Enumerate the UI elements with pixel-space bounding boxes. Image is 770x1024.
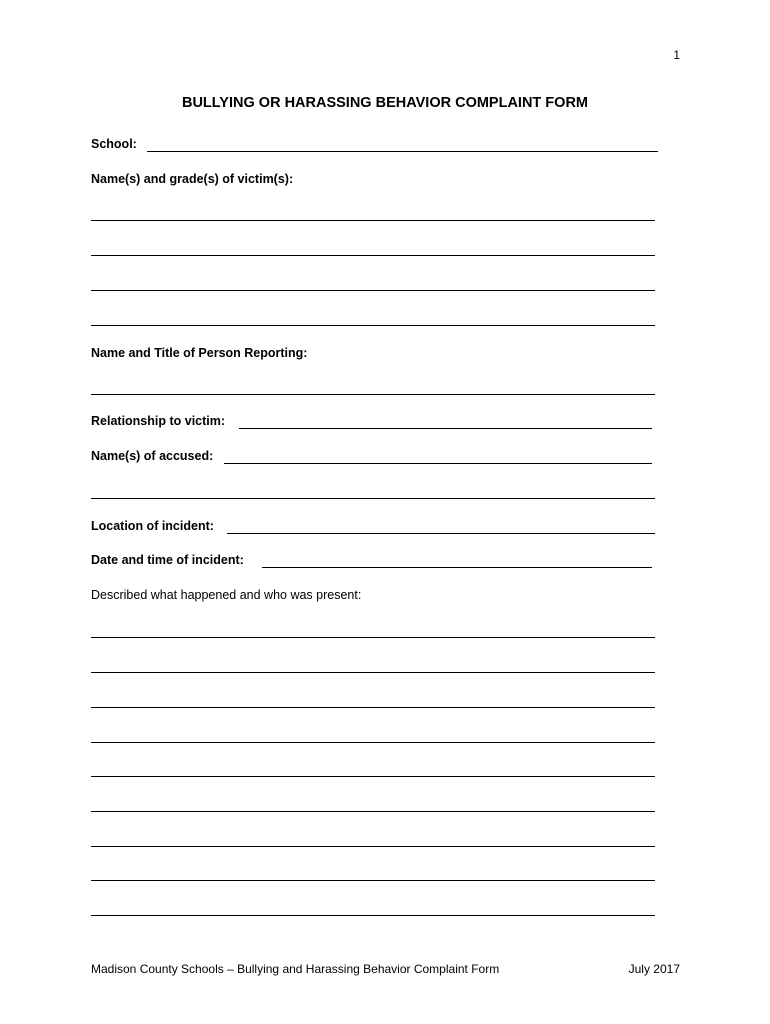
location-line[interactable] [227,533,655,534]
reporter-label: Name and Title of Person Reporting: [91,346,308,360]
description-line-6[interactable] [91,811,655,812]
description-line-3[interactable] [91,707,655,708]
relationship-line[interactable] [239,428,652,429]
accused-label: Name(s) of accused: [91,449,214,463]
school-line[interactable] [147,151,658,152]
description-line-4[interactable] [91,742,655,743]
page-number: 1 [673,48,680,62]
description-line-5[interactable] [91,776,655,777]
footer-form-name: Madison County Schools – Bullying and Harassing Behavior Complaint Form [91,962,500,976]
description-line-7[interactable] [91,846,655,847]
description-line-2[interactable] [91,672,655,673]
form-title: BULLYING OR HARASSING BEHAVIOR COMPLAINT FORM [181,95,588,111]
description-label: Described what happened and who was present: [91,588,362,602]
description-line-1[interactable] [91,637,655,638]
reporter-line[interactable] [91,394,655,395]
datetime-label: Date and time of incident: [91,553,244,567]
victims-line-1[interactable] [91,220,655,221]
victims-line-3[interactable] [91,290,655,291]
description-line-8[interactable] [91,880,655,881]
relationship-label: Relationship to victim: [91,414,226,428]
victims-line-2[interactable] [91,255,655,256]
accused-line-1[interactable] [224,463,652,464]
description-line-9[interactable] [91,915,655,916]
school-label: School: [91,137,137,151]
victims-label: Name(s) and grade(s) of victim(s): [91,172,294,186]
datetime-line[interactable] [262,567,652,568]
footer-date: July 2017 [628,962,680,976]
location-label: Location of incident: [91,519,214,533]
accused-line-2[interactable] [91,498,655,499]
victims-line-4[interactable] [91,325,655,326]
